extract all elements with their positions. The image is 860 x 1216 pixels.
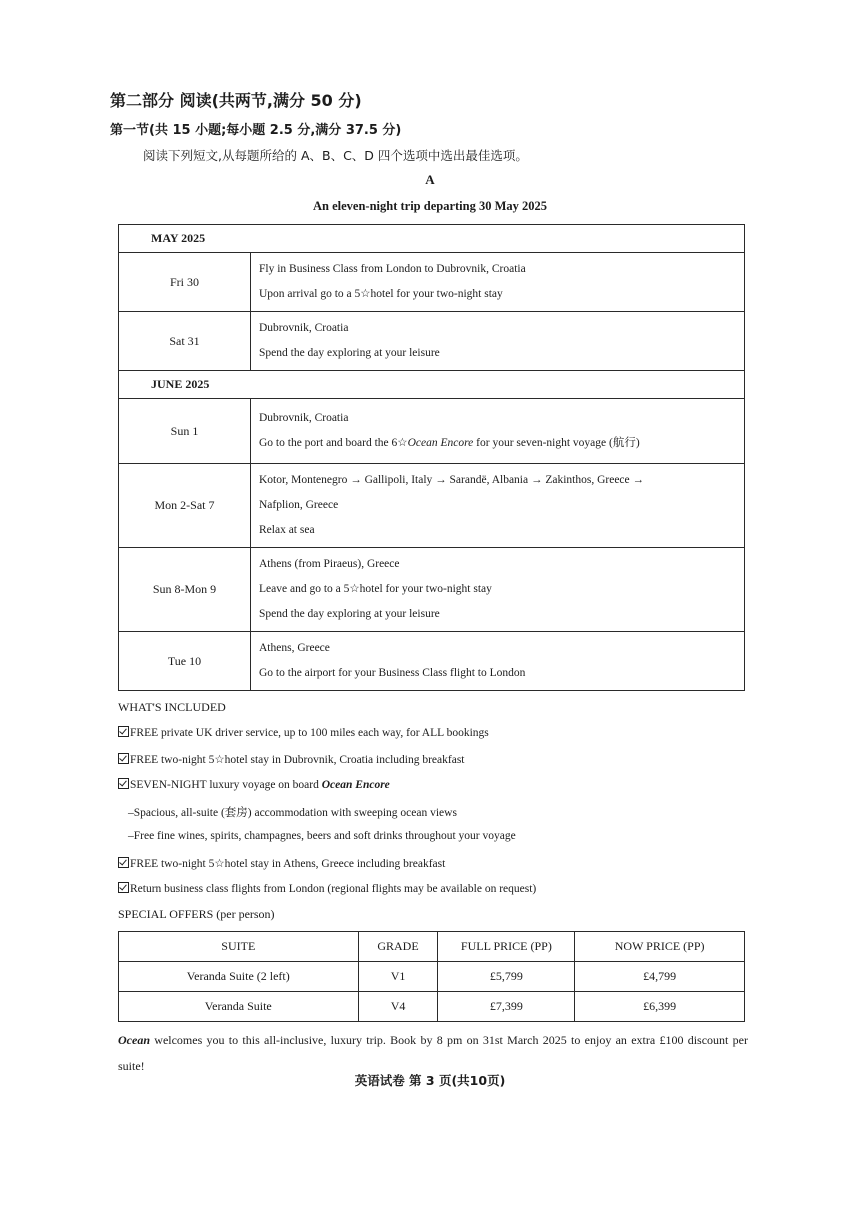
detail-line: Fly in Business Class from London to Dubrovnik, Croatia xyxy=(259,263,526,275)
month-row-june xyxy=(119,371,745,399)
included-item xyxy=(118,778,390,791)
brand-name: Ocean xyxy=(118,1033,150,1047)
itinerary-row xyxy=(119,312,745,371)
table-row xyxy=(119,962,745,992)
month-label-june: JUNE 2025 xyxy=(119,371,745,399)
column-header: GRADE xyxy=(358,932,438,962)
offers-header-row xyxy=(119,932,745,962)
section-title: 第二部分 阅读(共两节,满分 50 分) xyxy=(110,91,362,110)
detail-line: Nafplion, Greece xyxy=(259,499,339,511)
checkbox-icon xyxy=(118,857,129,868)
itinerary-day: Mon 2-Sat 7 xyxy=(119,464,251,548)
column-header: FULL PRICE (PP) xyxy=(438,932,575,962)
column-header: SUITE xyxy=(119,932,359,962)
itinerary-detail xyxy=(251,399,745,464)
table-row xyxy=(119,992,745,1022)
detail-line: Dubrovnik, Croatia xyxy=(259,412,349,424)
ship-text-pre: Go to the port and board the 6☆ xyxy=(259,437,408,449)
detail-line: Athens (from Piraeus), Greece xyxy=(259,558,400,570)
included-item xyxy=(118,856,445,870)
itinerary-day: Tue 10 xyxy=(119,632,251,691)
full-price-cell: £7,399 xyxy=(438,992,575,1022)
instruction-text: 阅读下列短文,从每题所给的 A、B、C、D 四个选项中选出最佳选项。 xyxy=(143,148,528,163)
ship-name: Ocean Encore xyxy=(321,779,390,791)
month-row-may xyxy=(119,225,745,253)
detail-line: Relax at sea xyxy=(259,524,315,536)
included-heading: WHAT'S INCLUDED xyxy=(118,700,226,714)
included-item xyxy=(118,882,536,895)
suite-cell: Veranda Suite (2 left) xyxy=(119,962,359,992)
detail-line: Upon arrival go to a 5☆hotel for your two-night stay xyxy=(259,288,503,300)
checkbox-icon xyxy=(118,726,129,737)
now-price-cell: £4,799 xyxy=(575,962,745,992)
included-item xyxy=(118,726,489,739)
itinerary-table xyxy=(118,224,745,691)
included-item-text: FREE private UK driver service, up to 100 miles each way, for ALL bookings xyxy=(130,727,489,739)
included-sub-item: –Free fine wines, spirits, champagnes, beers and soft drinks throughout your voyage xyxy=(128,830,516,842)
closing-text: welcomes you to this all-inclusive, luxury trip. Book by 8 pm on 31st March 2025 to enjoy an extra £100 discount per suite! xyxy=(118,1033,748,1073)
detail-line: Spend the day exploring at your leisure xyxy=(259,347,440,359)
detail-line: Leave and go to a 5☆hotel for your two-night stay xyxy=(259,583,492,595)
itinerary-row xyxy=(119,399,745,464)
offers-table xyxy=(118,931,745,1022)
included-item xyxy=(118,752,465,766)
itinerary-detail xyxy=(251,632,745,691)
included-item-text: FREE two-night 5☆hotel stay in Dubrovnik, Croatia including breakfast xyxy=(130,754,465,766)
ship-text-post: for your seven-night voyage (航行) xyxy=(473,437,640,449)
itinerary-row xyxy=(119,464,745,548)
now-price-cell: £6,399 xyxy=(575,992,745,1022)
itinerary-row xyxy=(119,632,745,691)
month-label-may: MAY 2025 xyxy=(119,225,745,253)
itinerary-detail xyxy=(251,548,745,632)
itinerary-day: Sat 31 xyxy=(119,312,251,371)
itinerary-day: Fri 30 xyxy=(119,253,251,312)
checkbox-icon xyxy=(118,753,129,764)
full-price-cell: £5,799 xyxy=(438,962,575,992)
offers-heading: SPECIAL OFFERS (per person) xyxy=(118,907,275,921)
detail-line: Kotor, Montenegro → Gallipoli, Italy → Sarandë, Albania → Zakinthos, Greece → xyxy=(259,474,645,486)
column-header: NOW PRICE (PP) xyxy=(575,932,745,962)
detail-line xyxy=(259,431,736,456)
itinerary-row xyxy=(119,548,745,632)
included-item-text: FREE two-night 5☆hotel stay in Athens, Greece including breakfast xyxy=(130,858,446,870)
detail-line: Go to the airport for your Business Class flight to London xyxy=(259,667,526,679)
checkbox-icon xyxy=(118,778,129,789)
itinerary-detail xyxy=(251,464,745,548)
itinerary-detail xyxy=(251,312,745,371)
included-sub-item: –Spacious, all-suite (套房) accommodation with sweeping ocean views xyxy=(128,807,457,819)
itinerary-day: Sun 8-Mon 9 xyxy=(119,548,251,632)
detail-line: Dubrovnik, Croatia xyxy=(259,322,349,334)
itinerary-day: Sun 1 xyxy=(119,399,251,464)
grade-cell: V4 xyxy=(358,992,438,1022)
subsection-title: 第一节(共 15 小题;每小题 2.5 分,满分 37.5 分) xyxy=(110,123,402,138)
detail-line: Spend the day exploring at your leisure xyxy=(259,608,440,620)
grade-cell: V1 xyxy=(358,962,438,992)
itinerary-detail xyxy=(251,253,745,312)
ship-name: Ocean Encore xyxy=(407,437,474,449)
included-item-text: Return business class flights from London (regional flights may be available on request) xyxy=(130,883,537,895)
suite-cell: Veranda Suite xyxy=(119,992,359,1022)
checkbox-icon xyxy=(118,882,129,893)
itinerary-row xyxy=(119,253,745,312)
included-item-text: SEVEN-NIGHT luxury voyage on board xyxy=(130,779,322,791)
detail-line: Athens, Greece xyxy=(259,642,330,654)
page-footer: 英语试卷 第 3 页(共10页) xyxy=(354,1073,506,1088)
passage-letter: A xyxy=(425,172,435,187)
passage-title: An eleven-night trip departing 30 May 2025 xyxy=(312,199,548,213)
